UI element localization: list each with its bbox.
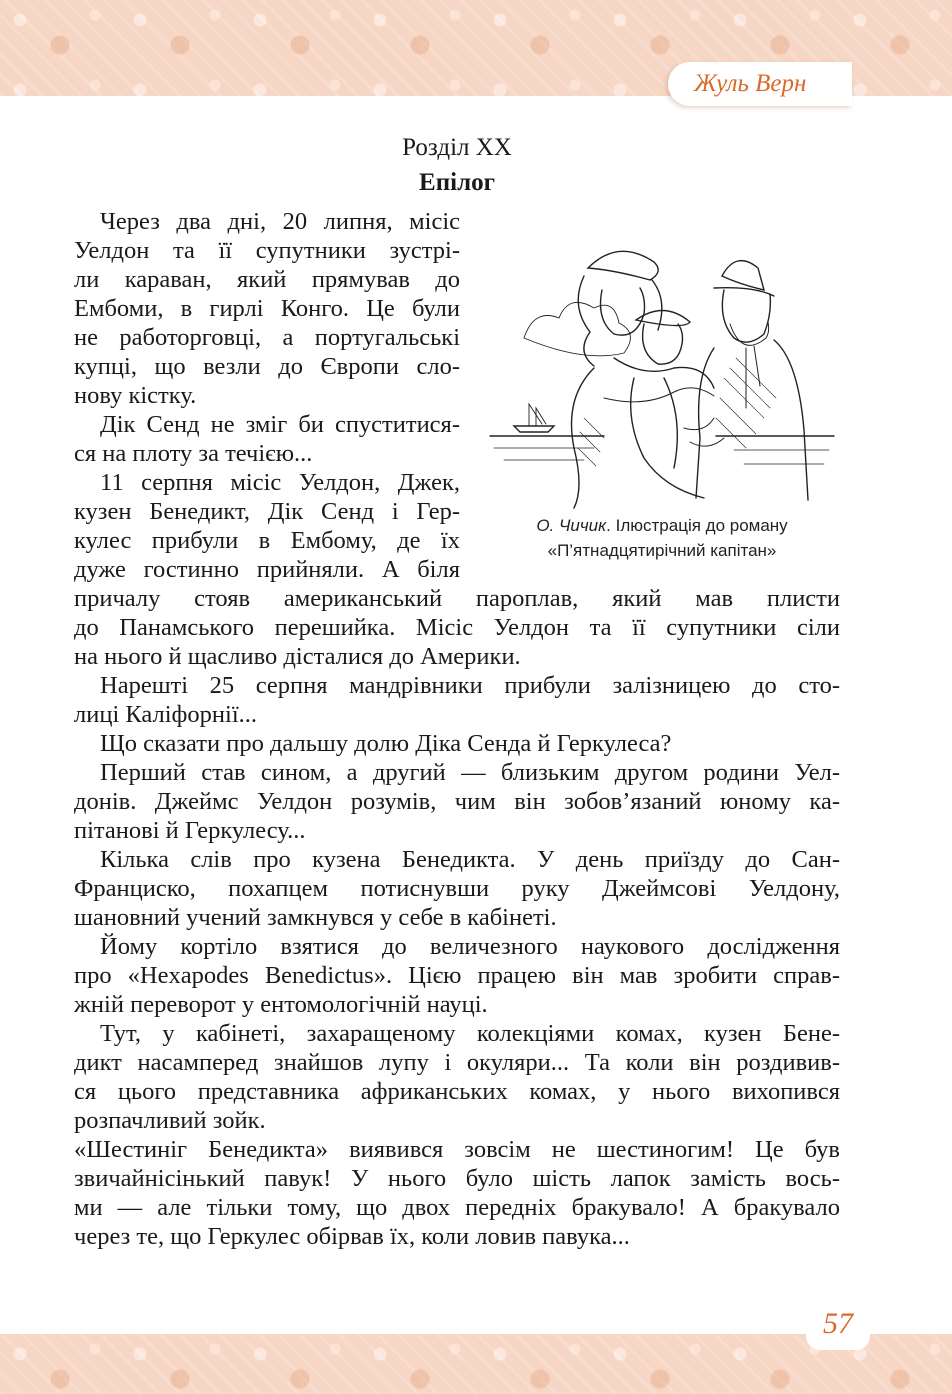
text-line: ся цього представника африканських комах, у нього вихопився: [74, 1078, 840, 1105]
text-line: шановний учений замкнувся у себе в кабінеті.: [74, 904, 557, 931]
text-line: Ембоми, в гирлі Конго. Це були: [74, 295, 460, 322]
text-line: ли караван, який прямував до: [74, 266, 460, 293]
text-line: донів. Джеймс Уелдон розумів, чим він зобов’язаний юному ка-: [74, 788, 840, 815]
text-line: жній переворот у ентомологічній науці.: [74, 991, 488, 1018]
text-line: Уелдон та її супутники зустрі-: [74, 237, 460, 264]
text-line: лиці Каліфорнії...: [74, 701, 257, 728]
caption-author: О. Чичик: [536, 516, 607, 535]
text-line: нову кістку.: [74, 382, 197, 409]
text-line: через те, що Геркулес обірвав їх, коли ловив павука...: [74, 1223, 630, 1250]
chapter-title: Розділ XX: [402, 134, 512, 161]
text-line: дуже гостинно прийняли. А біля: [74, 556, 460, 583]
text-line: Йому кортіло взятися до величезного наукового дослідження: [100, 933, 840, 960]
illustration-caption-line2: «П’ятнадцятирічний капітан»: [547, 541, 777, 560]
text-line: Тут, у кабінеті, захаращеному колекціями комах, кузен Бене-: [100, 1020, 840, 1047]
illustration-drawing: [484, 228, 840, 510]
illustration-caption: [484, 516, 840, 536]
caption-text: . Ілюстрація до роману: [606, 516, 788, 535]
text-line: купці, що везли до Європи сло-: [74, 353, 460, 380]
chapter-subtitle: Епілог: [419, 169, 495, 196]
text-line: Кілька слів про кузена Бенедикта. У день приїзду до Сан-: [100, 846, 840, 873]
text-line: причалу стояв американський пароплав, який мав плисти: [74, 585, 840, 612]
text-line: «Шестиніг Бенедикта» виявився зовсім не шестиногим! Це був: [74, 1136, 840, 1163]
page-number-box: [806, 1300, 870, 1350]
text-line: 11 серпня місіс Уелдон, Джек,: [100, 469, 460, 496]
text-line: пітанові й Геркулесу...: [74, 817, 306, 844]
text-line: ся на плоту за течією...: [74, 440, 313, 467]
text-line: Через два дні, 20 липня, місіс: [100, 208, 460, 235]
text-line: Дік Сенд не зміг би спуститися-: [100, 411, 460, 438]
text-line: про «Hexapodes Benedictus». Цією працею він мав зробити справ-: [74, 962, 840, 989]
text-line: Перший став сином, а другий — близьким другом родини Уел-: [100, 759, 840, 786]
text-line: кузен Бенедикт, Дік Сенд і Гер-: [74, 498, 460, 525]
text-line: ми — але тільки тому, що двох передніх бракувало! А бракувало: [74, 1194, 840, 1221]
text-line: дикт насамперед знайшов лупу і окуляри... Та коли він роздивив-: [74, 1049, 840, 1076]
text-line: звичайнісінький павук! У нього було шість лапок замість вось-: [74, 1165, 840, 1192]
author-name: Жуль Верн: [694, 70, 807, 97]
text-line: не работорговці, а португальські: [74, 324, 460, 351]
text-line: до Панамського перешийка. Місіс Уелдон та її супутники сіли: [74, 614, 840, 641]
text-line: Що сказати про дальшу долю Діка Сенда й Геркулеса?: [100, 730, 672, 757]
text-line: на нього й щасливо дісталися до Америки.: [74, 643, 521, 670]
author-tab: [668, 62, 852, 106]
text-line: розпачливий зойк.: [74, 1107, 266, 1134]
text-line: Нарешті 25 серпня мандрівники прибули залізницею до сто-: [100, 672, 840, 699]
text-line: Франциско, похапцем потиснувши руку Джеймсові Уелдону,: [74, 875, 840, 902]
text-line: кулес прибули в Ембому, де їх: [74, 527, 460, 554]
page-number: 57: [823, 1307, 853, 1340]
